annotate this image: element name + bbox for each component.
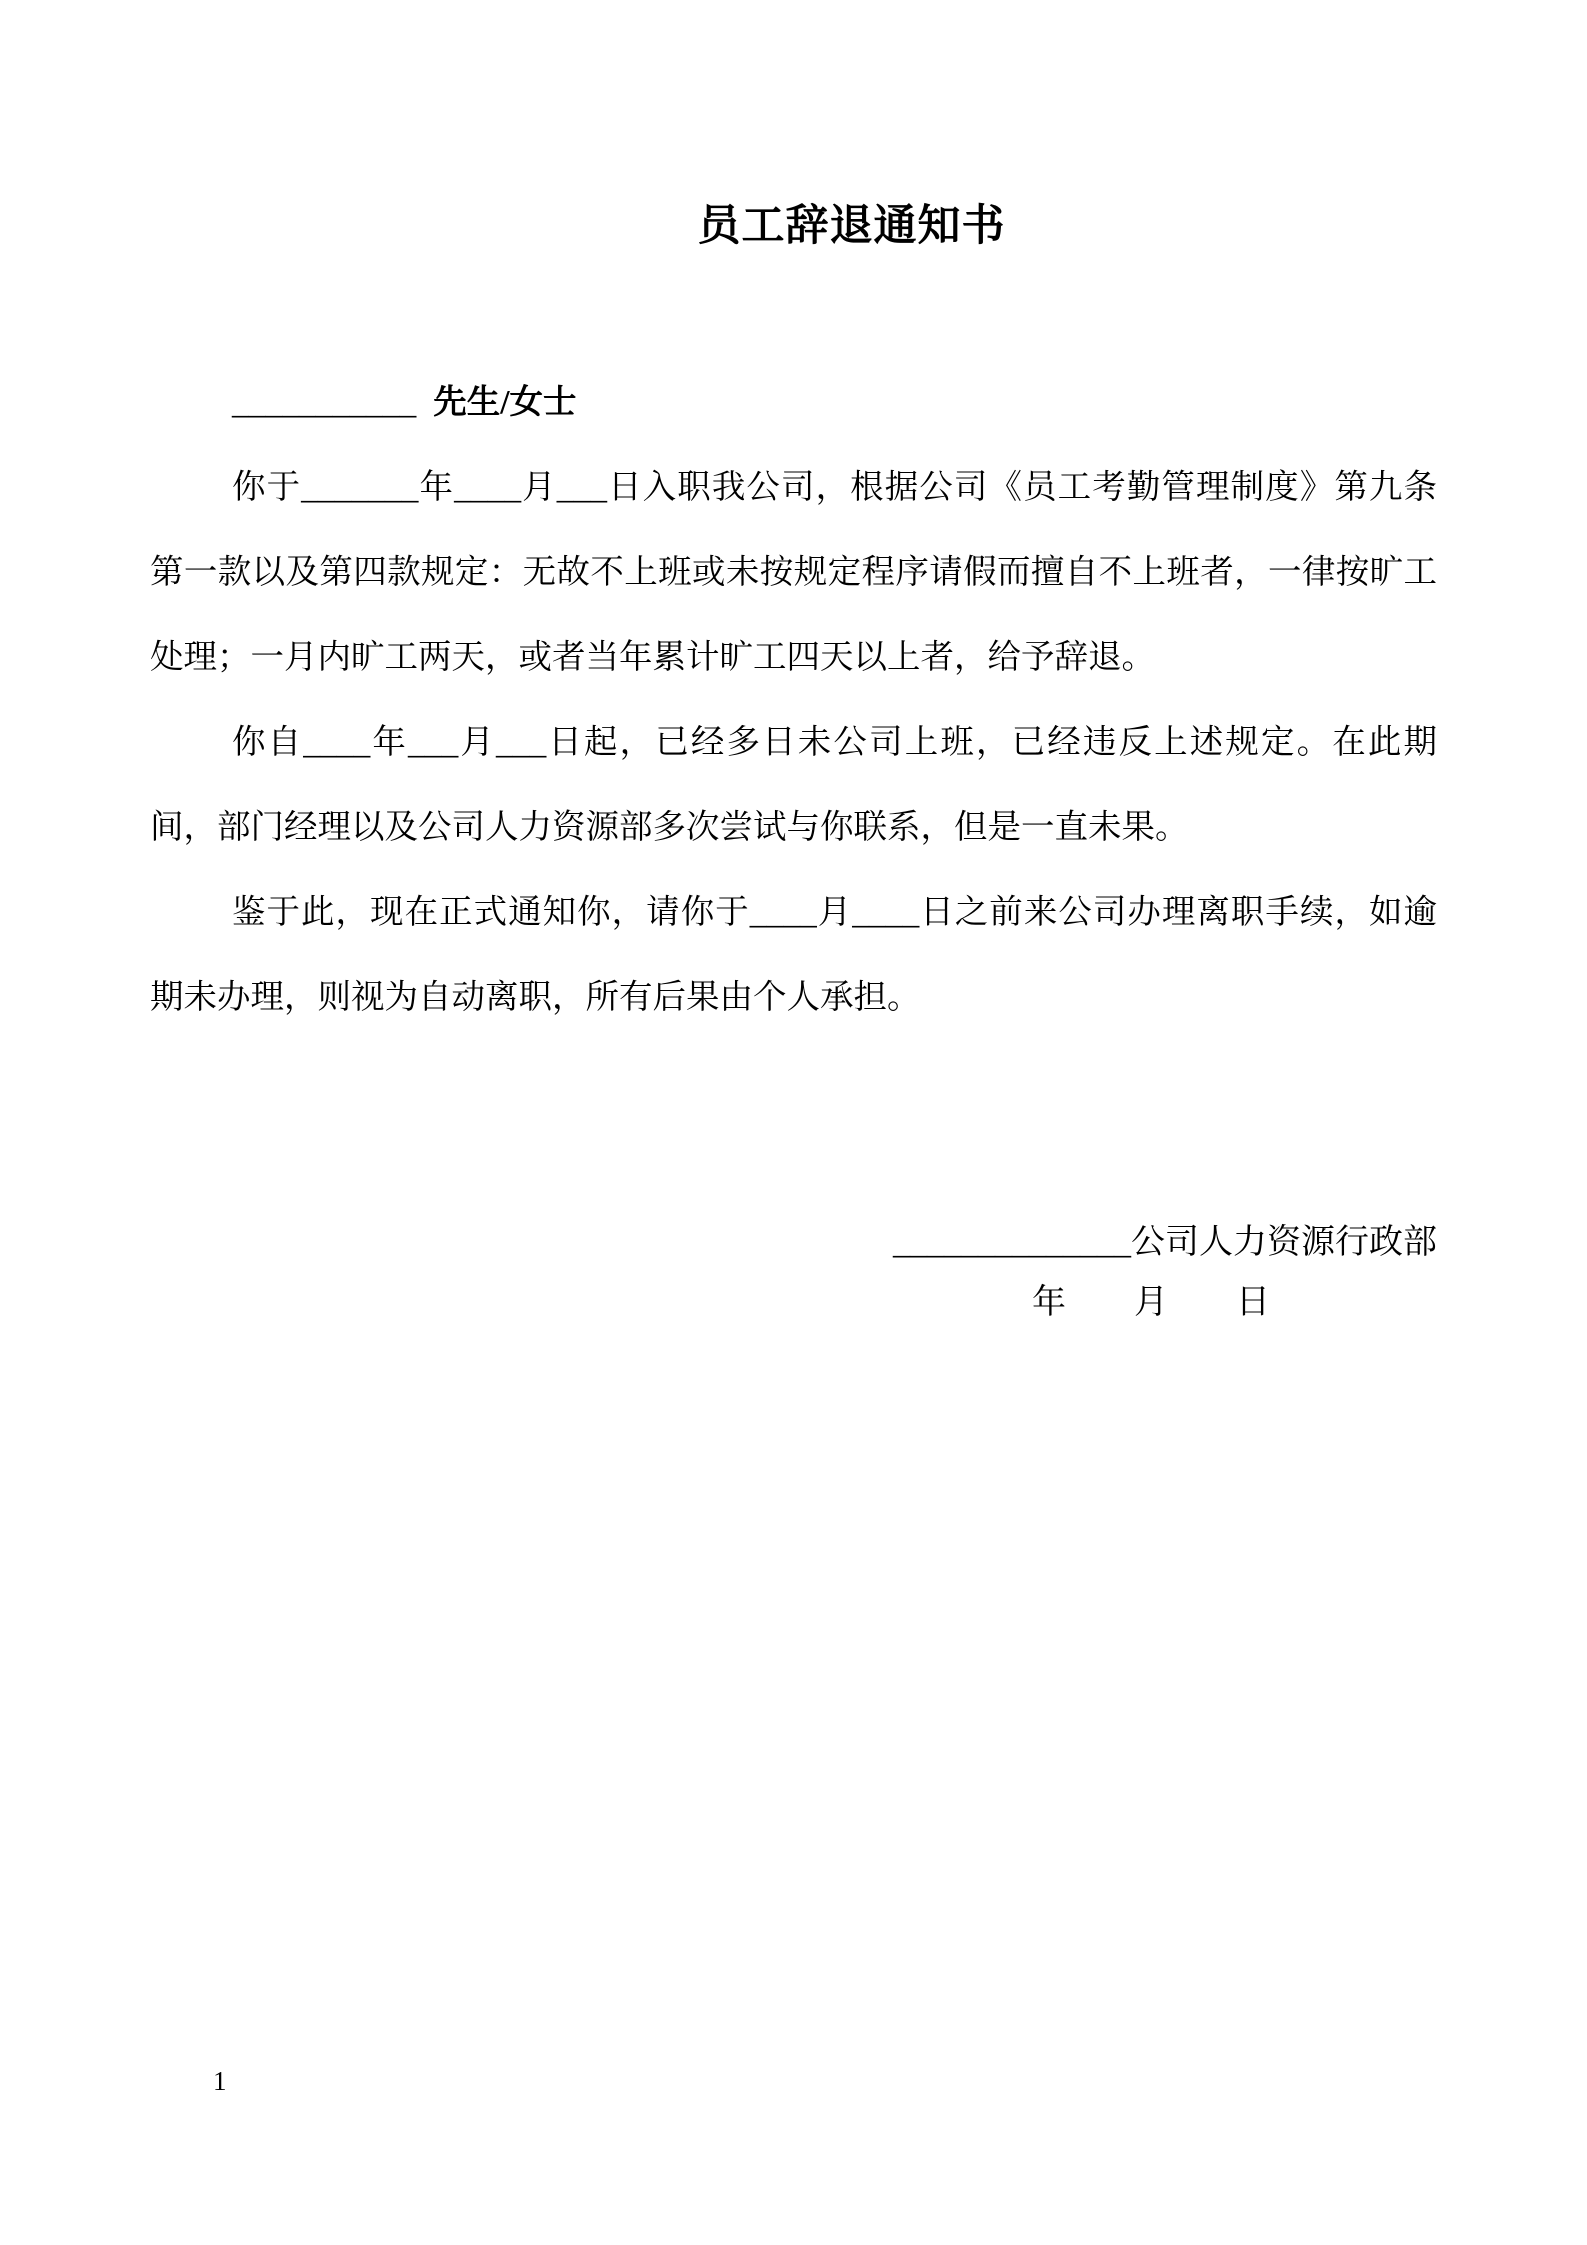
- paragraph-employment-and-policy: 你于_______年____月___日入职我公司，根据公司《员工考勤管理制度》第九条第一款以及第四款规定：无故不上班或未按规定程序请假而擅自不上班者，一律按旷工处理；一月内旷工两天，或者当年累计旷工四天以上者，给予辞退。: [150, 469, 1437, 676]
- recipient-name-blank: ___________: [232, 384, 417, 421]
- department-name: 公司人力资源行政部: [1131, 1224, 1437, 1261]
- greeting-line: [150, 360, 1437, 445]
- paragraph-absence-statement: 你自____年___月___日起，已经多日未公司上班，已经违反上述规定。在此期间，部门经理以及公司人力资源部多次尝试与你联系，但是一直未果。: [150, 724, 1437, 846]
- date-line: 年 月 日: [1032, 1284, 1270, 1321]
- salutation-text: 先生/女士: [433, 384, 577, 421]
- page-number: 1: [213, 2066, 227, 2096]
- signature-line: [893, 1226, 1437, 1260]
- signature-blank: ______________: [893, 1224, 1131, 1261]
- paragraph-formal-notice: 鉴于此，现在正式通知你，请你于____月____日之前来公司办理离职手续，如逾期未办理，则视为自动离职，所有后果由个人承担。: [150, 894, 1437, 1016]
- document-title: 员工辞退通知书: [697, 203, 1006, 250]
- document-body: [150, 360, 1437, 1040]
